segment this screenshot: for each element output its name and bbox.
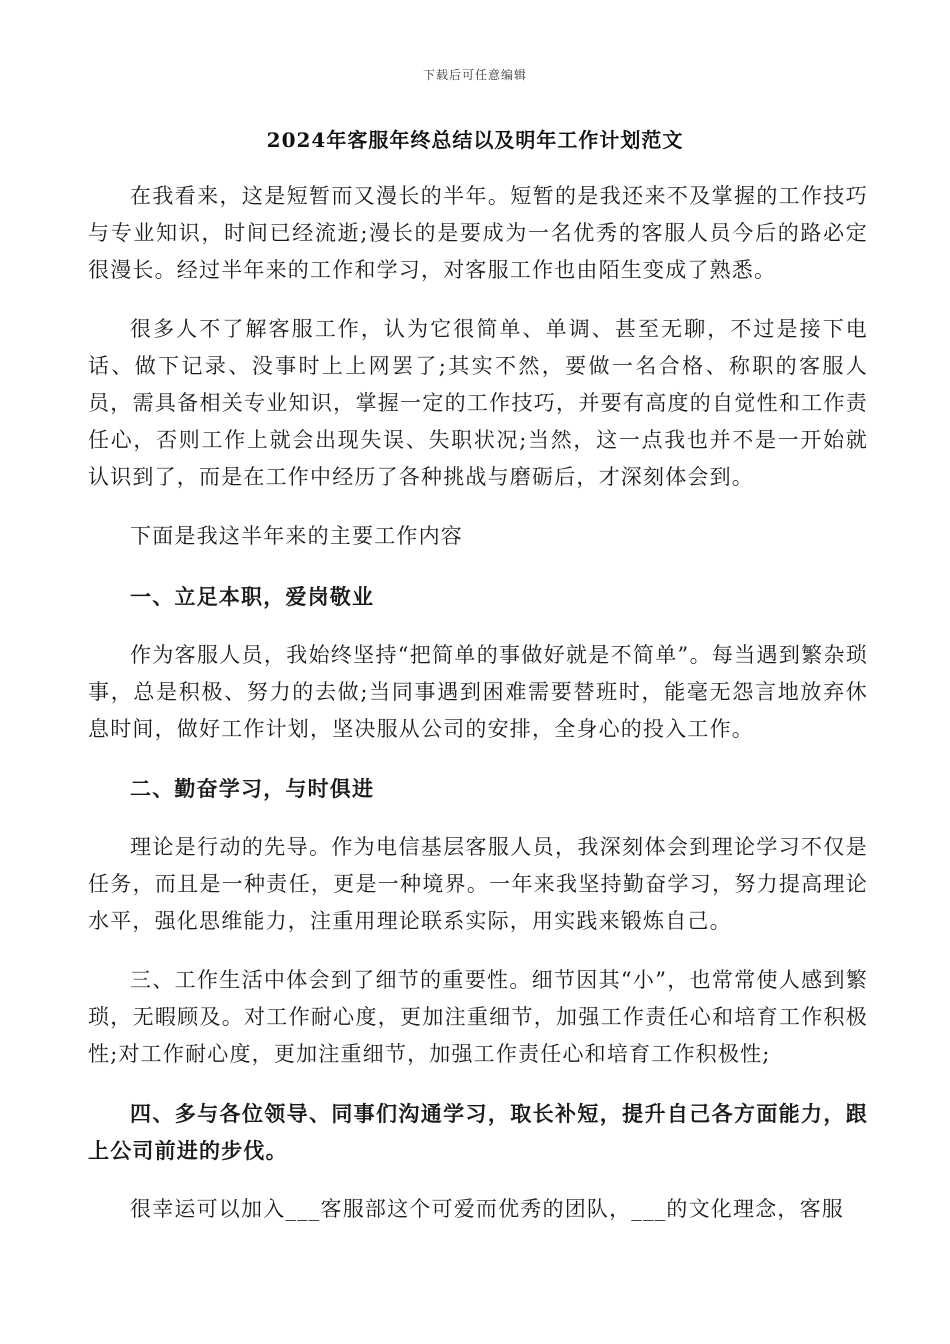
- paragraph: 下面是我这半年来的主要工作内容: [130, 524, 463, 548]
- document-title: 2024年客服年终总结以及明年工作计划范文: [266, 128, 684, 152]
- paragraph: 三、工作生活中体会到了细节的重要性。细节因其“小”，也常常使人感到繁琐，无暇顾及。对工作耐心度，更加注重细节，加强工作责任心和培育工作积极性;对工作耐心度，更加注重细节，加强工作责任心和培育工作积极性;: [88, 968, 868, 1066]
- paragraph: 作为客服人员，我始终坚持“把简单的事做好就是不简单”。每当遇到繁杂琐事，总是积极、努力的去做;当同事遇到困难需要替班时，能毫无怨言地放弃休息时间，做好工作计划，坚决服从公司的安排，全身心的投入工作。: [88, 643, 868, 741]
- document-body: [88, 178, 868, 1250]
- section-heading: 四、多与各位领导、同事们沟通学习，取长补短，提升自己各方面能力，跟上公司前进的步伐。: [88, 1101, 868, 1163]
- header-note: 下载后可任意编辑: [422, 68, 527, 82]
- paragraph: 很幸运可以加入___客服部这个可爱而优秀的团队，___的文化理念，客服: [130, 1197, 844, 1221]
- paragraph: 理论是行动的先导。作为电信基层客服人员，我深刻体会到理论学习不仅是任务，而且是一种责任，更是一种境界。一年来我坚持勤奋学习，努力提高理论水平，强化思维能力，注重用理论联系实际，用实践来锻炼自己。: [88, 835, 868, 933]
- paragraph: 很多人不了解客服工作，认为它很简单、单调、甚至无聊，不过是接下电话、做下记录、没事时上上网罢了;其实不然，要做一名合格、称职的客服人员，需具备相关专业知识，掌握一定的工作技巧，并要有高度的自觉性和工作责任心，否则工作上就会出现失误、失职状况;当然，这一点我也并不是一开始就认识到了，而是在工作中经历了各种挑战与磨砺后，才深刻体会到。: [88, 317, 868, 489]
- paragraph: 在我看来，这是短暂而又漫长的半年。短暂的是我还来不及掌握的工作技巧与专业知识，时间已经流逝;漫长的是要成为一名优秀的客服人员今后的路必定很漫长。经过半年来的工作和学习，对客服工作也由陌生变成了熟悉。: [88, 184, 868, 282]
- section-heading: 二、勤奋学习，与时俱进: [130, 776, 375, 801]
- section-heading: 一、立足本职，爱岗敬业: [130, 584, 375, 609]
